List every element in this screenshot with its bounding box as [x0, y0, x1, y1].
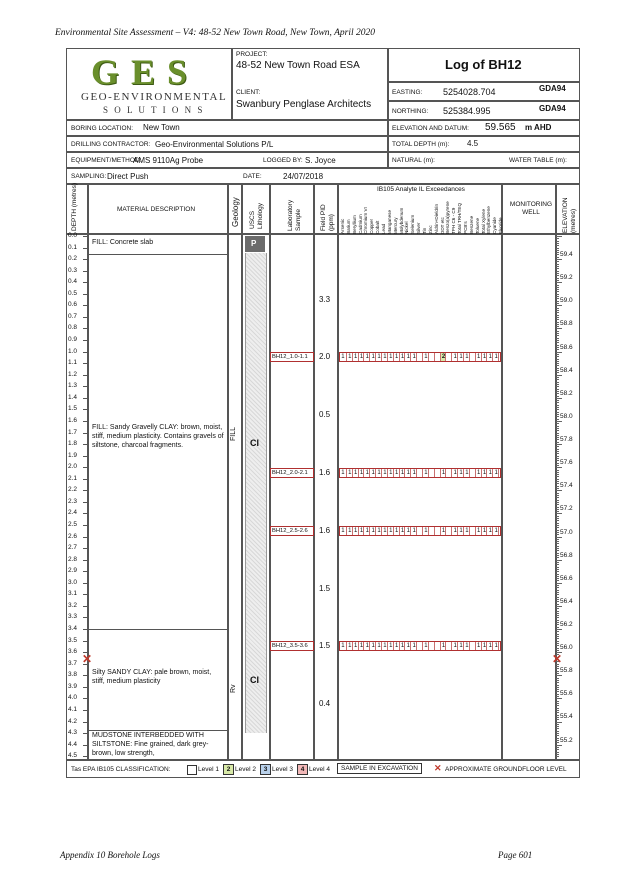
groundfloor-marker-right: ✕	[552, 652, 563, 666]
elevation-unit: m AHD	[525, 123, 552, 132]
northing-row	[388, 101, 580, 120]
depth-tick-label: 3.4	[68, 625, 78, 633]
elev-tick-label: 58.0	[560, 412, 573, 420]
exceedance-cell: 1	[375, 469, 382, 477]
logo-line1: GEO-ENVIRONMENTAL	[81, 91, 228, 103]
exceedance-cell: 1	[369, 469, 376, 477]
logged-value: S. Joyce	[305, 156, 336, 165]
analyte-name: Toluene	[474, 217, 480, 234]
depth-tick-label: 2.8	[68, 555, 78, 563]
exceedance-cell: 1	[492, 469, 499, 477]
exceedance-cell: 1	[481, 527, 488, 535]
exceedance-cell: 1	[352, 642, 359, 650]
depth-tick-label: 1.3	[68, 382, 78, 390]
exceedance-cell: 1	[352, 469, 359, 477]
exceedance-cell: 1	[440, 642, 447, 650]
analyte-name: Lead	[381, 223, 386, 234]
elev-tick-label: 57.4	[560, 482, 573, 490]
exceedance-cell: 1	[363, 527, 370, 535]
geology-rv: Rv	[230, 684, 237, 693]
exceedance-cell: 1	[410, 353, 417, 361]
elev-tick-label: 57.8	[560, 436, 573, 444]
exceedance-cell: 1	[481, 642, 488, 650]
analyte-name: DDT etc	[439, 217, 445, 234]
elev-tick-label: 55.2	[560, 736, 573, 744]
analyte-name: Molybdenum	[398, 207, 404, 234]
exceedance-cell: 1	[352, 527, 359, 535]
exceedance-cell: 1	[457, 469, 464, 477]
client-label: CLIENT:	[236, 89, 261, 96]
logo-letters: GES	[91, 52, 200, 92]
elev-tick-label: 56.2	[560, 620, 573, 628]
exceedance-cell: 1	[393, 353, 400, 361]
exceedance-cell: 1	[410, 469, 417, 477]
exceedance-cell: 1	[475, 642, 482, 650]
natural-row	[388, 152, 580, 168]
depth-tick-label: 2.2	[68, 486, 78, 494]
exceedance-cell: 1	[346, 469, 353, 477]
exceedance-cell: 1	[346, 527, 353, 535]
exceedance-cell: 1	[463, 642, 470, 650]
well-col-head	[502, 184, 556, 234]
exceedance-cell: 1	[358, 353, 365, 361]
exceedance-cell: 1	[393, 527, 400, 535]
uscs-head: USCS Lithology	[249, 202, 264, 229]
legend-row	[66, 760, 580, 778]
depth-tick-label: 0.8	[68, 324, 78, 332]
sampling-row	[66, 168, 580, 184]
northing-value: 525384.995	[443, 106, 491, 116]
exceedance-cell: 2	[440, 353, 447, 361]
exceedance-cell: 1	[486, 527, 493, 535]
easting-value: 5254028.704	[443, 87, 496, 97]
contractor-label: DRILLING CONTRACTOR:	[71, 141, 151, 148]
elevation-label: ELEVATION AND DATUM:	[392, 125, 469, 132]
pid-value: 3.3	[319, 294, 331, 304]
elev-tick-label: 58.8	[560, 320, 573, 328]
natural-label: NATURAL (m):	[392, 157, 435, 164]
samples-layer	[66, 234, 580, 760]
depth-tick-label: 0.4	[68, 278, 78, 286]
ib105-col-head	[338, 184, 502, 234]
exceedance-cell: 1	[387, 469, 394, 477]
pid-value: 1.6	[319, 467, 331, 477]
depth-tick-label: 2.5	[68, 521, 78, 528]
northing-label: NORTHING:	[392, 108, 429, 115]
depth-tick-label: 0.0	[68, 232, 78, 239]
layer-desc-1: FILL: Concrete slab	[92, 239, 154, 246]
exceedance-cell: 1	[346, 642, 353, 650]
uscs-ci-2: CI	[250, 675, 259, 685]
exceedance-cell: 1	[393, 642, 400, 650]
exceedance-cell: 1	[463, 353, 470, 361]
log-title-box	[388, 48, 580, 82]
elev-tick-label: 55.8	[560, 667, 573, 675]
analyte-name: TPH C6 - C9	[451, 207, 457, 234]
exceedance-cell: 1	[457, 527, 464, 535]
exceedance-cell: 1	[492, 527, 499, 535]
exceedance-cell: 1	[492, 353, 499, 361]
analyte-name: Tin	[422, 227, 427, 234]
analyte-name: Beryllium	[351, 215, 357, 234]
elev-tick-label: 55.6	[560, 690, 573, 698]
exceedance-cell: 1	[399, 353, 406, 361]
elevation-value: 59.565	[485, 122, 516, 133]
depth-tick-label: 0.3	[68, 266, 78, 274]
exceedance-cell: 1	[381, 527, 388, 535]
exceedance-cell: 1	[381, 469, 388, 477]
pid-col-head	[314, 184, 338, 234]
depth-tick-label: 4.1	[68, 705, 78, 713]
well-head: MONITORING WELL	[509, 201, 553, 216]
exceedance-cell: 1	[451, 642, 458, 650]
boring-row	[66, 120, 388, 136]
depth-tick-label: 0.5	[68, 289, 78, 297]
layer-desc-4: MUDSTONE INTERBEDDED WITH SILTSTONE: Fine grained, dark grey-brown, low strength,	[92, 732, 209, 757]
exceedance-cell: 1	[410, 527, 417, 535]
logo-line2: S O L U T I O N S	[103, 105, 205, 115]
material-head: MATERIAL DESCRIPTION	[117, 206, 196, 213]
geology-col-head	[228, 184, 242, 234]
exceedance-cell: 1	[381, 353, 388, 361]
exceedance-cell: 1	[422, 353, 429, 361]
exceedance-row	[339, 352, 501, 362]
exceedance-cell: 1	[358, 469, 365, 477]
exceedance-cell: 1	[375, 353, 382, 361]
material-col-head	[88, 184, 228, 234]
exceedance-cell: 1	[375, 642, 382, 650]
analyte-name: Zinc	[427, 225, 433, 234]
log-title: Log of BH12	[445, 57, 522, 72]
exceedance-cell: 1	[387, 353, 394, 361]
borehole-log	[66, 48, 580, 778]
depth-tick-label: 0.2	[68, 255, 78, 263]
layer-desc-3: Silty SANDY CLAY: pale brown, moist, stiff, medium plasticity	[92, 669, 212, 685]
equipment-row	[66, 152, 388, 168]
footer-left: Appendix 10 Borehole Logs	[60, 850, 160, 860]
analyte-name: Copper	[369, 218, 375, 234]
depth-tick-label: 3.0	[68, 578, 78, 586]
lab-sample-id: BH12_2.5-2.6	[270, 526, 314, 536]
depth-tick-label: 4.0	[68, 694, 78, 702]
elev-tick-label: 57.0	[560, 528, 573, 536]
level2-swatch: 2	[223, 764, 234, 775]
exceedance-cell: 1	[475, 469, 482, 477]
exceedance-cell: 1	[363, 642, 370, 650]
depth-tick-label: 2.7	[68, 544, 78, 552]
boring-value: New Town	[143, 123, 180, 132]
exceedance-cell: 1	[341, 469, 345, 476]
depth-tick-label: 2.6	[68, 532, 78, 540]
analyte-name: Benzene	[468, 215, 474, 234]
elev-tick-label: 58.2	[560, 389, 573, 397]
analyte-name: Arsenic	[340, 218, 345, 234]
elev-tick-label: 58.4	[560, 366, 573, 374]
elevation-row	[388, 120, 580, 136]
pid-value: 0.5	[319, 410, 331, 420]
depth-tick-label: 2.9	[68, 567, 78, 575]
elev-tick-label: 55.4	[560, 713, 573, 721]
ib105-head: IB105 Analyte IL Exceedances	[377, 186, 465, 193]
exceedance-row	[339, 468, 501, 478]
exceedance-cell: 1	[422, 527, 429, 535]
exceedance-cell: 1	[404, 469, 411, 477]
legend-x-icon: ✕	[434, 763, 442, 773]
depth-tick-label: 0.6	[68, 301, 78, 309]
exceedance-cell: 1	[393, 469, 400, 477]
analyte-name: Barium	[345, 219, 351, 234]
depth-tick-label: 2.1	[68, 474, 78, 482]
exceedance-cell: 1	[369, 642, 376, 650]
layer-desc-2: FILL: Sandy Gravelly CLAY: brown, moist, stiff, medium plasticity. Contains gravels of siltstone, charcoal fragments.	[92, 424, 224, 449]
legend-level1: Level 1	[198, 766, 219, 773]
uscs-p: P	[251, 239, 257, 248]
elev-tick-label: 56.8	[560, 551, 573, 559]
exceedance-cell: 1	[369, 353, 376, 361]
exceedance-cell: 1	[457, 353, 464, 361]
project-label: PROJECT:	[236, 51, 268, 58]
analyte-name: Ethylbenzene	[486, 206, 492, 234]
depth-tick-label: 1.6	[68, 416, 78, 424]
groundfloor-marker-left: ✕	[82, 652, 93, 666]
pid-value: 1.6	[319, 525, 331, 535]
exceedance-cell: 1	[404, 527, 411, 535]
analyte-name: Total TRH/TEQ	[457, 202, 463, 234]
lab-sample-id: BH12_1.0-1.1	[270, 352, 314, 362]
exceedance-cell: 1	[451, 353, 458, 361]
depth-tick-label: 1.4	[68, 393, 78, 401]
analyte-name: Selenium	[410, 214, 416, 234]
exceedance-cell: 1	[481, 353, 488, 361]
equipment-label: EQUIPMENT/METHOD:	[71, 157, 142, 164]
elev-tick-label: 59.2	[560, 274, 573, 282]
logged-label: LOGGED BY:	[263, 157, 303, 164]
easting-row	[388, 82, 580, 101]
contractor-value: Geo-Environmental Solutions P/L	[155, 140, 274, 149]
legend-level4: Level 4	[309, 766, 330, 773]
analyte-name: Mercury	[392, 217, 398, 234]
level3-swatch: 3	[260, 764, 271, 775]
analyte-name: Fluoride	[498, 217, 504, 234]
exceedance-cell: 1	[422, 642, 429, 650]
depth-tick-label: 1.2	[68, 370, 78, 378]
legend-level3: Level 3	[272, 766, 293, 773]
analyte-name: Cobalt	[375, 220, 381, 234]
depth-tick-label: 3.3	[68, 613, 78, 621]
exceedance-cell	[498, 642, 505, 650]
exceedance-cell: 1	[341, 354, 345, 361]
analyte-name: Benzo(a)pyrene	[445, 201, 451, 234]
depth-tick-label: 3.9	[68, 682, 78, 690]
analyte-name: Cadmium	[357, 214, 363, 234]
exceedance-cell: 1	[341, 643, 345, 650]
analyte-name: Aldrin+Dieldrin	[433, 203, 439, 234]
exceedance-cell	[498, 527, 505, 535]
exceedance-cell: 1	[486, 469, 493, 477]
depth-tick-label: 0.1	[68, 243, 78, 251]
exceedance-cell: 1	[481, 469, 488, 477]
exceedance-cell: 1	[492, 642, 499, 650]
lab-sample-id: BH12_2.0-2.1	[270, 468, 314, 478]
exceedance-cell: 1	[404, 353, 411, 361]
total-depth-row	[388, 136, 580, 152]
exceedance-cell: 1	[399, 469, 406, 477]
analyte-name: Nickel	[404, 221, 410, 234]
elev-tick-label: 56.0	[560, 644, 573, 652]
exceedance-cell: 1	[404, 642, 411, 650]
exceedance-cell: 1	[451, 527, 458, 535]
equipment-value: AMS 9110Ag Probe	[133, 156, 204, 165]
elev-tick-label: 59.4	[560, 251, 573, 259]
footer-right: Page 601	[498, 850, 533, 860]
exceedance-cell: 1	[387, 527, 394, 535]
exceedance-cell: 1	[440, 469, 447, 477]
exceedance-cell: 1	[486, 642, 493, 650]
exceedance-cell: 1	[440, 527, 447, 535]
depth-head: DEPTH (metres)	[71, 182, 78, 231]
exceedance-cell: 1	[358, 642, 365, 650]
project-value: 48-52 New Town Road ESA	[236, 60, 360, 71]
depth-tick-label: 3.5	[68, 636, 78, 644]
elev-tick-label: 56.4	[560, 597, 573, 605]
exceedance-cell	[498, 469, 505, 477]
legend-sample: SAMPLE IN EXCAVATION	[337, 763, 422, 774]
depth-tick-label: 4.3	[68, 729, 78, 737]
depth-tick-label: 1.0	[68, 347, 78, 355]
exceedance-cell: 1	[358, 527, 365, 535]
exceedance-cell: 1	[463, 527, 470, 535]
analyte-name: Manganese	[386, 209, 392, 234]
sampling-value: Direct Push	[107, 172, 149, 181]
easting-datum: GDA94	[539, 84, 566, 93]
exceedance-cell: 1	[475, 527, 482, 535]
depth-tick-label: 4.2	[68, 717, 78, 725]
exceedance-cell: 1	[399, 527, 406, 535]
exceedance-cell: 1	[463, 469, 470, 477]
exceedance-cell: 1	[410, 642, 417, 650]
level1-swatch	[187, 765, 197, 775]
geology-fill: FILL	[230, 426, 237, 441]
depth-tick-label: 1.9	[68, 451, 78, 459]
analyte-name: PCB's	[463, 221, 468, 234]
elev-col-head	[556, 184, 580, 234]
analyte-name: Cyanide	[492, 217, 498, 234]
exceedance-row	[339, 526, 501, 536]
exceedance-cell: 1	[381, 642, 388, 650]
water-table-label: WATER TABLE (m):	[509, 157, 567, 164]
exceedance-cell: 1	[346, 353, 353, 361]
project-block	[232, 48, 388, 120]
date-value: 24/07/2018	[283, 172, 324, 181]
total-depth-label: TOTAL DEPTH (m):	[392, 141, 450, 148]
sampling-label: SAMPLING:	[71, 173, 107, 180]
exceedance-cell: 1	[475, 353, 482, 361]
exceedance-cell: 1	[399, 642, 406, 650]
page-header: Environmental Site Assessment – V4: 48-52 New Town Road, New Town, April 2020	[55, 28, 376, 38]
pid-value: 2.0	[319, 352, 331, 362]
easting-label: EASTING:	[392, 89, 423, 96]
level4-swatch: 4	[297, 764, 308, 775]
contractor-row	[66, 136, 388, 152]
depth-tick-label: 2.4	[68, 509, 78, 517]
exceedance-cell	[498, 353, 505, 361]
lab-col-head	[270, 184, 314, 234]
elev-tick-label: 58.6	[560, 343, 573, 351]
client-value: Swanbury Penglase Architects	[236, 99, 372, 110]
lab-sample-id: BH12_3.5-3.6	[270, 641, 314, 651]
legend-ground: APPROXIMATE GROUNDFLOOR LEVEL	[445, 766, 567, 773]
analyte-name: Chromium VI	[363, 207, 369, 234]
elev-tick-label: 57.2	[560, 505, 573, 513]
analyte-name: Total Xylene	[480, 208, 486, 234]
pid-value: 0.4	[319, 699, 331, 709]
exceedance-cell: 1	[486, 353, 493, 361]
lab-head: Laboratory Sample	[287, 199, 302, 231]
depth-tick-label: 0.9	[68, 336, 78, 344]
elev-tick-label: 57.6	[560, 459, 573, 467]
depth-tick-label: 1.1	[68, 359, 78, 367]
total-depth-value: 4.5	[467, 139, 479, 148]
northing-datum: GDA94	[539, 104, 566, 113]
depth-tick-label: 2.0	[68, 463, 78, 471]
elev-head: ELEVATION (metres)	[562, 197, 577, 233]
depth-tick-label: 1.7	[68, 428, 78, 436]
analyte-names	[339, 194, 503, 235]
depth-tick-label: 3.7	[68, 659, 78, 667]
geology-head: Geology	[231, 197, 240, 227]
uscs-col-head	[242, 184, 270, 234]
exceedance-cell: 1	[387, 642, 394, 650]
elev-tick-label: 56.6	[560, 574, 573, 582]
depth-tick-label: 1.8	[68, 440, 78, 448]
exceedance-cell: 1	[422, 469, 429, 477]
pid-value: 1.5	[319, 641, 331, 651]
depth-tick-label: 3.1	[68, 590, 78, 598]
boring-label: BORING LOCATION:	[71, 125, 133, 132]
depth-tick-label: 0.7	[68, 312, 78, 320]
depth-tick-label: 3.2	[68, 601, 78, 609]
legend-title: Tas EPA IB105 CLASSIFICATION:	[71, 766, 171, 773]
depth-tick-label: 4.4	[68, 740, 78, 748]
pid-head: Field PID (ppm)	[320, 204, 335, 231]
depth-tick-label: 1.5	[68, 405, 78, 413]
exceedance-row	[339, 641, 501, 651]
uscs-ci-1: CI	[250, 438, 259, 448]
pid-value: 1.5	[319, 583, 331, 593]
elev-tick-label: 59.0	[560, 297, 573, 305]
exceedance-cell: 1	[363, 353, 370, 361]
date-label: DATE:	[243, 173, 262, 180]
analyte-name: Silver	[416, 222, 422, 234]
exceedance-cell: 1	[363, 469, 370, 477]
exceedance-cell: 1	[369, 527, 376, 535]
depth-tick-label: 2.3	[68, 497, 78, 505]
depth-tick-label: 3.6	[68, 648, 78, 656]
depth-tick-label: 3.8	[68, 671, 78, 679]
logo	[66, 48, 232, 120]
exceedance-cell: 1	[341, 527, 345, 534]
exceedance-cell: 1	[352, 353, 359, 361]
exceedance-cell: 1	[375, 527, 382, 535]
depth-tick-label: 4.5	[68, 752, 78, 760]
legend-level2: Level 2	[235, 766, 256, 773]
depth-col-head	[66, 184, 88, 234]
exceedance-cell: 1	[451, 469, 458, 477]
exceedance-cell: 1	[457, 642, 464, 650]
